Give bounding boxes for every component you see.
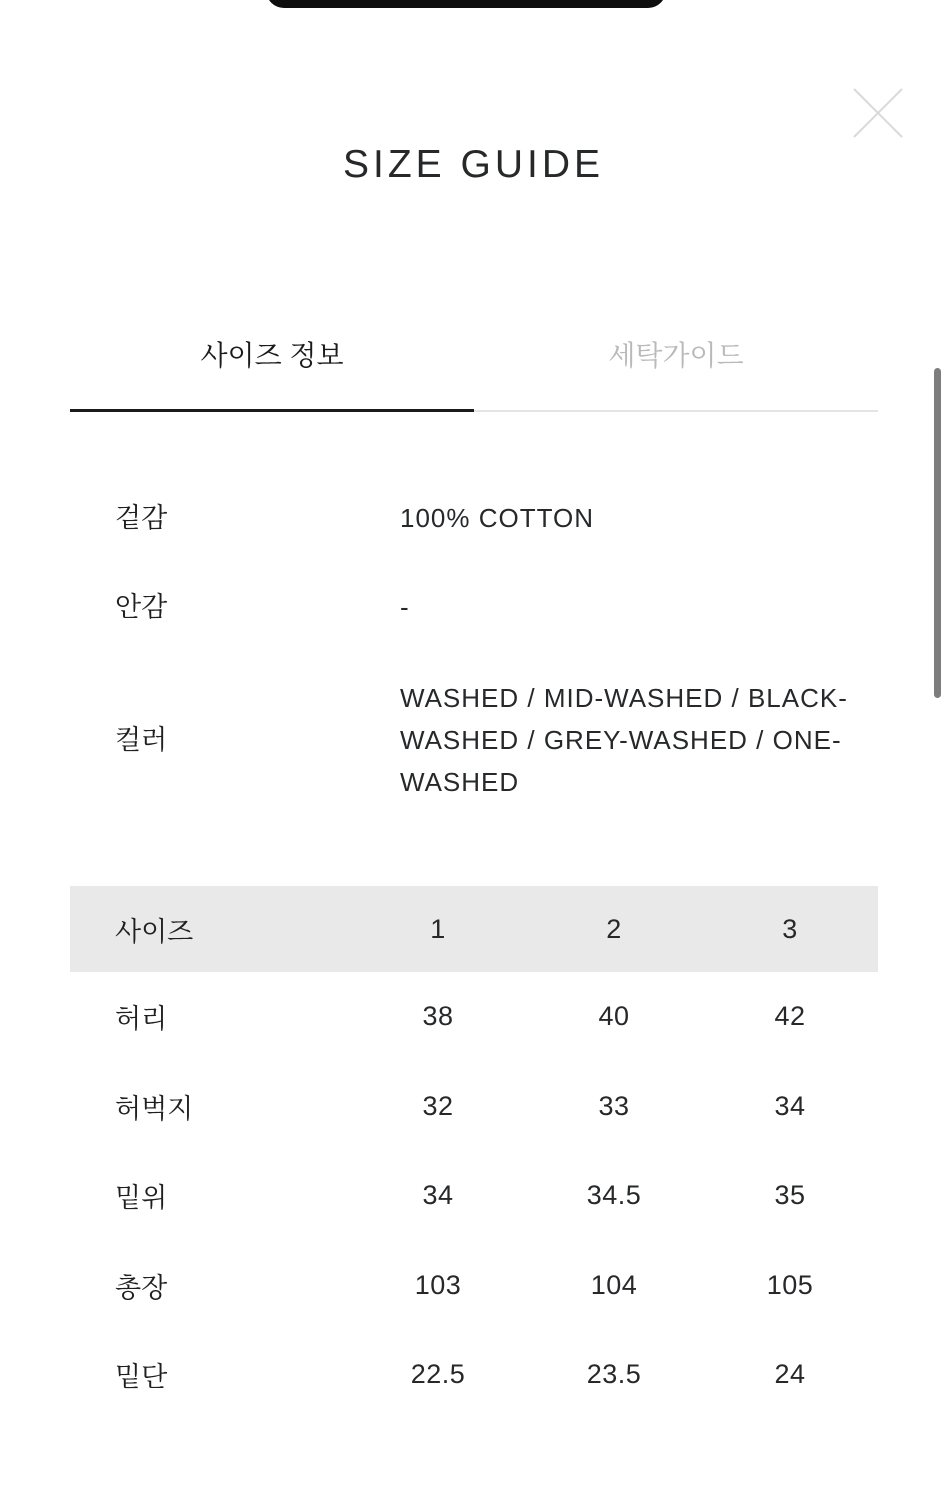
row-label: 밑단 [115, 1362, 168, 1393]
cell-value: 34 [774, 1090, 806, 1121]
page-title: SIZE GUIDE [342, 143, 605, 186]
tab-wash-guide[interactable]: 세탁가이드 [474, 336, 878, 412]
cell-value: 33 [598, 1090, 630, 1121]
detail-label-color: 컬러 [115, 725, 168, 755]
table-row-hem [70, 1330, 878, 1420]
cell-value: 23.5 [586, 1359, 642, 1390]
cell-value: 105 [766, 1269, 814, 1300]
cell-value: 103 [414, 1269, 462, 1300]
table-row-rise [70, 1151, 878, 1241]
detail-label-outer-fabric: 겉감 [115, 503, 168, 533]
size-table-header-size-2: 2 [606, 913, 622, 944]
table-row-thigh [70, 1062, 878, 1152]
row-label: 밑위 [115, 1183, 168, 1214]
scrollbar-thumb[interactable] [934, 368, 941, 698]
detail-value-lining: - [400, 592, 410, 622]
cell-value: 34.5 [586, 1180, 642, 1211]
size-table [70, 886, 878, 1420]
sheet-top-notch [266, 0, 666, 8]
size-table-header-size-3: 3 [782, 913, 798, 944]
cell-value: 104 [590, 1269, 638, 1300]
close-icon [850, 85, 906, 141]
size-table-header-label: 사이즈 [115, 916, 194, 947]
row-label: 허리 [115, 1004, 168, 1035]
row-label: 허벅지 [115, 1093, 194, 1124]
detail-value-outer-fabric: 100% COTTON [400, 503, 595, 533]
close-button[interactable] [850, 85, 906, 141]
table-row-total-length [70, 1241, 878, 1331]
detail-value-color: WASHED / MID-WASHED / BLACK-WASHED / GREY-WASHED / ONE-WASHED [400, 683, 848, 797]
size-table-header-row [70, 886, 878, 972]
row-label: 총장 [115, 1272, 168, 1303]
cell-value: 24 [774, 1359, 806, 1390]
cell-value: 38 [422, 1001, 454, 1032]
detail-label-lining: 안감 [115, 592, 168, 622]
cell-value: 42 [774, 1001, 806, 1032]
cell-value: 34 [422, 1180, 454, 1211]
cell-value: 40 [598, 1001, 630, 1032]
cell-value: 35 [774, 1180, 806, 1211]
size-table-header-size-1: 1 [430, 913, 446, 944]
tab-size-info[interactable]: 사이즈 정보 [70, 336, 474, 412]
table-row-waist [70, 972, 878, 1062]
cell-value: 22.5 [410, 1359, 466, 1390]
tab-bar [70, 336, 878, 412]
cell-value: 32 [422, 1090, 454, 1121]
